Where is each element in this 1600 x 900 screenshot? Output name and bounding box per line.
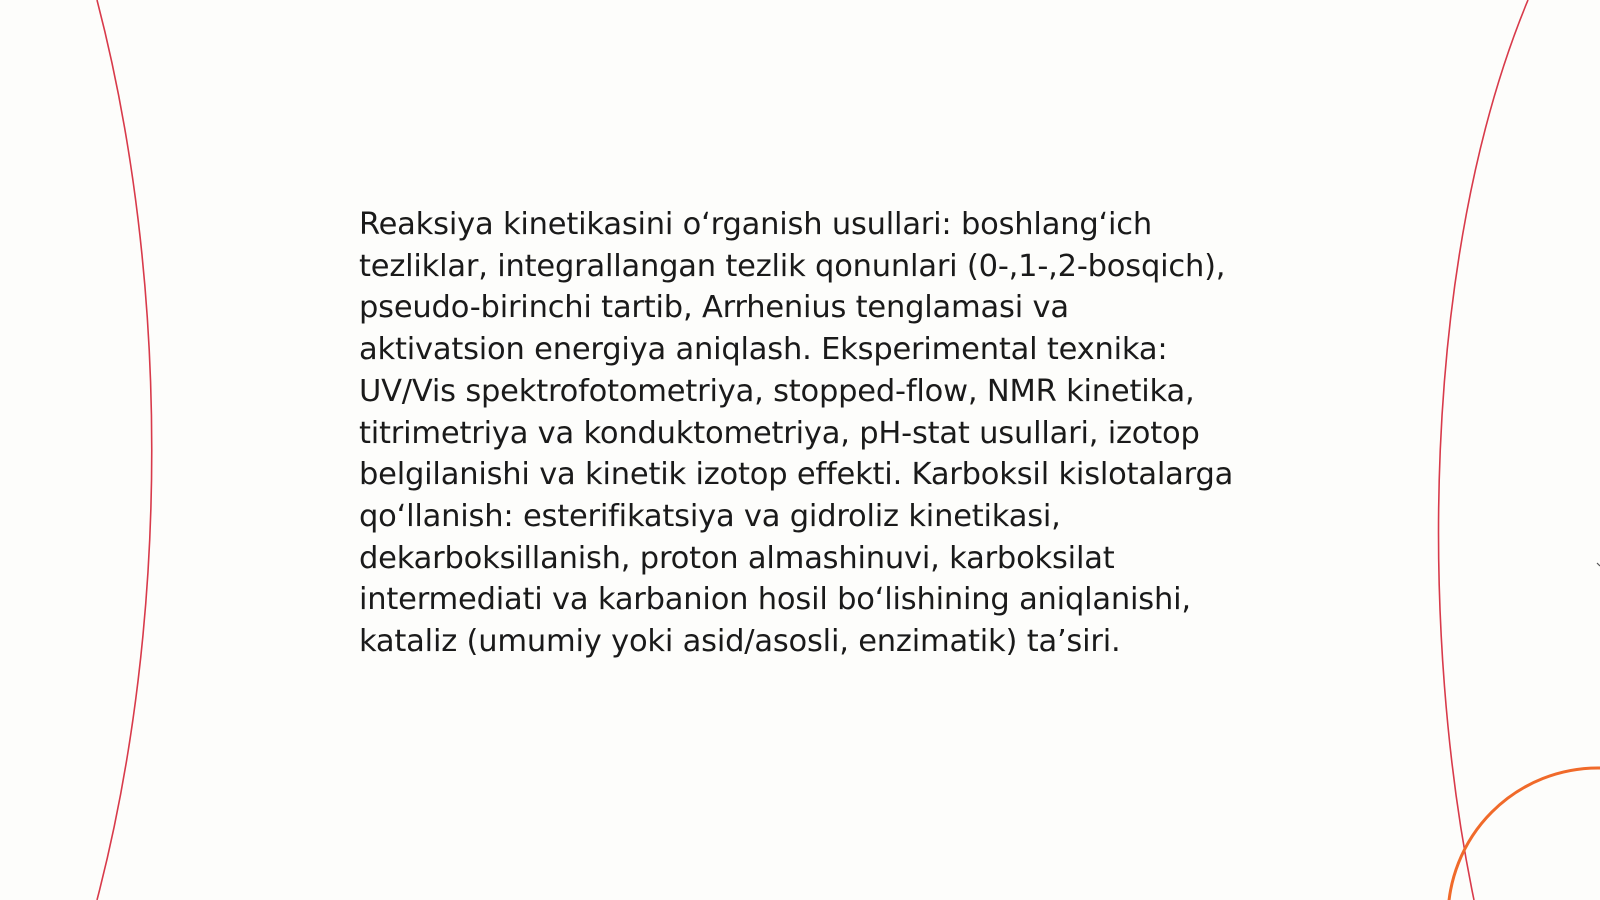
right-red-curve bbox=[1439, 0, 1528, 900]
slide-body-text: Reaksiya kinetikasini o‘rganish usullari: boshlang‘ich tezliklar, integrallangan tezlik qonunlari (0-,1-,2-bosqich), pseudo-birinchi tartib, Arrhenius tenglamasi va aktivatsion energiya aniqlash. Eksperimental texnika: UV/Vis spektrofotometriya, stopped-flow, NMR kinetika, titrimetriya va konduktometriya, pH-stat usullari, izotop belgilanishi va kinetik izotop effekti. Karboksil kislotalarga qo‘llanish: esterifikatsiya va gidroliz kinetikasi, dekarboksillanish, proton almashinuvi, karboksilat intermediati va karbanion hosil bo‘lishining aniqlanishi, kataliz (umumiy yoki asid/asosli, enzimatik) ta’siri. bbox=[359, 207, 1234, 660]
left-red-curve bbox=[97, 0, 152, 900]
